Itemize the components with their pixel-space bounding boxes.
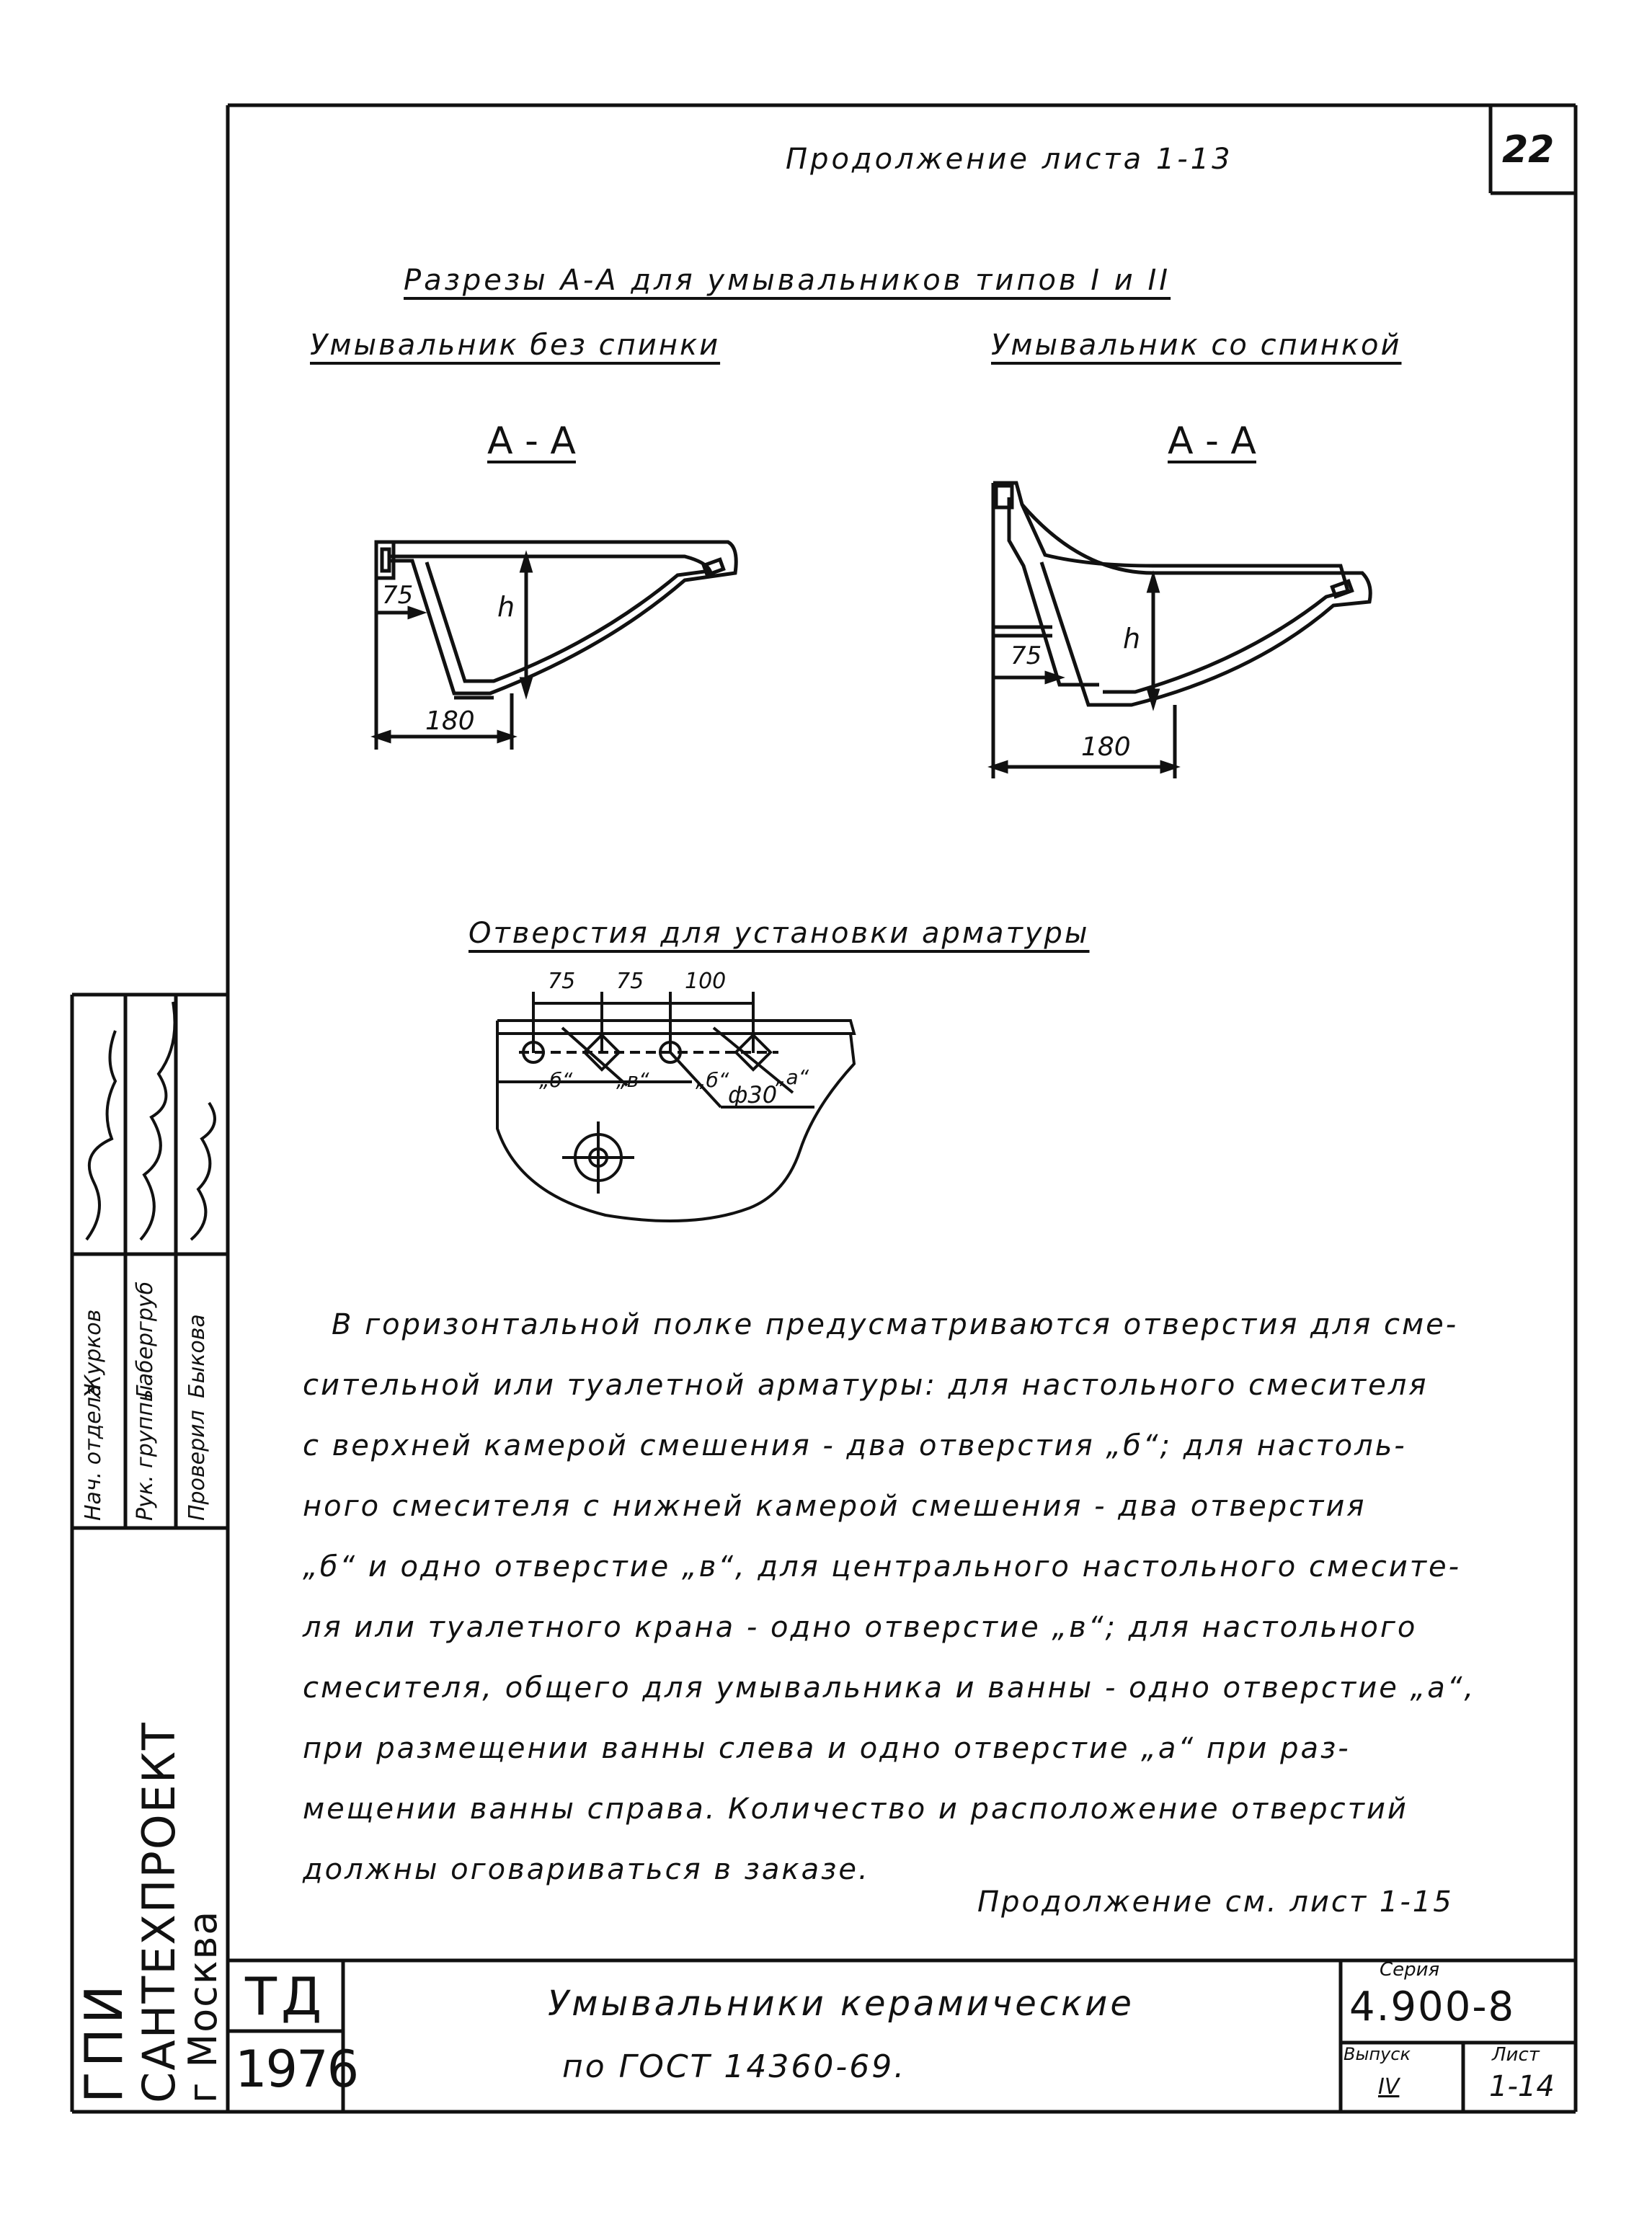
hole-dim-3: 100 bbox=[685, 969, 727, 994]
hole-label-b1: „б“ bbox=[539, 1068, 573, 1092]
notes-paragraph bbox=[303, 1294, 1542, 1900]
stamp-name-1: Журков bbox=[81, 1309, 106, 1398]
left-basin-section bbox=[346, 505, 778, 764]
org-name-3: г Москва bbox=[180, 1909, 226, 2103]
hole-label-a: „а“ bbox=[776, 1065, 809, 1089]
issue-value: IV bbox=[1378, 2074, 1400, 2100]
signatures bbox=[72, 995, 231, 1254]
org-name-1: ГПИ bbox=[74, 1981, 134, 2103]
drawing-title-line2: по ГОСТ 14360-69. bbox=[562, 2048, 907, 2085]
continuation-header: Продолжение листа 1-13 bbox=[786, 143, 1233, 176]
left-dim-h: h bbox=[497, 591, 515, 623]
issue-label: Выпуск bbox=[1344, 2044, 1411, 2064]
note-line: с верхней камерой смешения - два отверстия „б“; для настоль- bbox=[303, 1429, 1407, 1462]
stamp-role-1: Нач. отдела bbox=[81, 1383, 106, 1521]
note-line: сительной или туалетной арматуры: для настольного смесителя bbox=[303, 1369, 1429, 1402]
hole-dim-2: 75 bbox=[616, 969, 644, 994]
left-view-title: Умывальник без спинки bbox=[310, 329, 721, 362]
holes-title: Отверстия для установки арматуры bbox=[468, 917, 1090, 950]
hole-dim-1: 75 bbox=[548, 969, 576, 994]
left-dim-180: 180 bbox=[425, 706, 475, 736]
left-dim-75: 75 bbox=[382, 581, 414, 610]
note-line: при размещении ванны слева и одно отверстие „а“ при раз- bbox=[303, 1732, 1351, 1765]
sheet-value: 1-14 bbox=[1489, 2070, 1555, 2103]
note-line: должны оговариваться в заказе. bbox=[303, 1853, 870, 1886]
note-line: В горизонтальной полке предусматриваются отверстия для сме- bbox=[332, 1308, 1459, 1341]
left-section-label: А - А bbox=[487, 419, 576, 463]
org-name-2: САНТЕХПРОЕКТ bbox=[133, 1721, 185, 2103]
series-label: Серия bbox=[1380, 1959, 1440, 1981]
note-line: ля или туалетного крана - одно отверстие „в“; для настольного bbox=[303, 1611, 1418, 1644]
continuation-footer: Продолжение см. лист 1-15 bbox=[977, 1885, 1454, 1919]
stamp-name-2: Габергруб bbox=[133, 1281, 158, 1398]
note-line: ного смесителя с нижней камерой смешения - два отверстия bbox=[303, 1490, 1367, 1523]
note-line: смесителя, общего для умывальника и ванны - одно отверстие „а“, bbox=[303, 1671, 1476, 1705]
right-dim-h: h bbox=[1123, 623, 1141, 654]
note-line: мещении ванны справа. Количество и расположение отверстий bbox=[303, 1793, 1408, 1826]
stamp-name-3: Быкова bbox=[185, 1314, 210, 1398]
hole-label-b2: „б“ bbox=[696, 1068, 729, 1092]
drawing-title-line1: Умывальники керамические bbox=[548, 1984, 1134, 2024]
year-mark: 1976 bbox=[235, 2040, 358, 2099]
stamp-role-2: Рук. группы bbox=[133, 1385, 158, 1521]
hole-label-v: „в“ bbox=[616, 1068, 649, 1092]
note-line: „б“ и одно отверстие „в“, для центрального настольного смесите- bbox=[303, 1550, 1462, 1583]
right-basin-section bbox=[980, 476, 1384, 793]
page-number: 22 bbox=[1502, 128, 1555, 172]
stamp-role-3: Проверил bbox=[185, 1410, 210, 1521]
right-dim-75: 75 bbox=[1011, 641, 1042, 670]
holes-diagram bbox=[476, 977, 879, 1237]
td-mark: ТД bbox=[245, 1966, 327, 2027]
hole-diameter: ф30 bbox=[728, 1081, 778, 1109]
right-view-title: Умывальник со спинкой bbox=[991, 329, 1402, 362]
series-value: 4.900-8 bbox=[1349, 1984, 1516, 2030]
right-section-label: А - А bbox=[1168, 419, 1256, 463]
sections-title: Разрезы А-А для умывальников типов I и II bbox=[404, 264, 1171, 297]
sheet-label: Лист bbox=[1492, 2044, 1540, 2066]
right-dim-180: 180 bbox=[1081, 732, 1131, 762]
